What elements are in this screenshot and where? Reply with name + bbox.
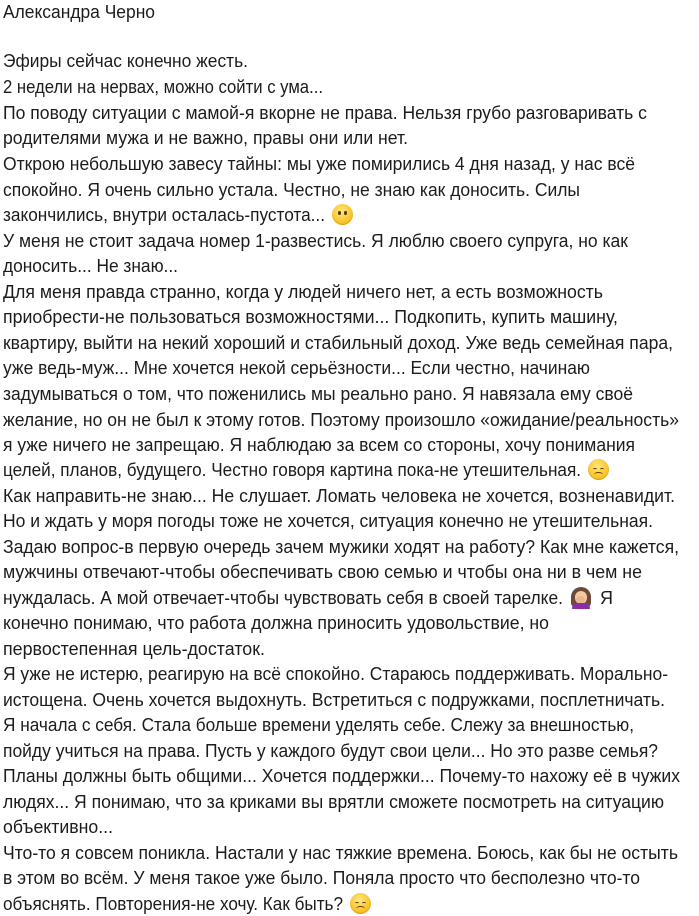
post-line (3, 331, 690, 355)
post-line (3, 560, 650, 584)
post-line-text: спокойно. Я очень сильно устала. Честно, не знаю как доносить. Силы (3, 180, 580, 200)
post-line-text: Для меня правда странно, когда у людей ничего нет, а есть возможность (3, 282, 604, 302)
post-line-text-after-emoji: Я (600, 588, 613, 608)
disappointed-face-emoji (350, 893, 371, 914)
post-line (3, 866, 657, 890)
disappointed-face-emoji (588, 459, 609, 480)
post-line (3, 713, 663, 737)
post-line-text: родителями мужа и не важно, правы они или нет. (3, 128, 409, 148)
post-line (3, 586, 613, 610)
post-line-text: уже ведь-муж... Мне хочется некой серьёзности... Если честно, начинаю (3, 358, 591, 378)
post-line-text: людях... Я понимаю, что за криками вы врятли сможете посмотреть на ситуацию (3, 792, 664, 812)
woman-facepalming-emoji (570, 587, 592, 609)
post-line (3, 637, 267, 661)
post-line-text: По поводу ситуации с мамой-я вкорне не права. Нельзя грубо разговаривать с (3, 103, 647, 123)
post-line-text: объяснять. Повторения-не хочу. Как быть? (3, 894, 344, 914)
post-line (3, 815, 115, 839)
post-line (3, 178, 597, 202)
post-line-text: конечно понимаю, что работа должна приносить удовольствие, но (3, 613, 549, 633)
post-line-text: задумываться о том, что поженились мы реально рано. Я навязала ему своё (3, 384, 633, 404)
post-line-text: объективно... (3, 817, 113, 837)
post-line (3, 101, 663, 125)
post-line (3, 458, 610, 482)
post-line (3, 152, 653, 176)
post-line-text: нуждалась. А мой отвечает-чтобы чувствовать себя в своей тарелке. (3, 588, 564, 608)
post-line-text: У меня не стоит задача номер 1-развестись. Я люблю своего супруга, но как (3, 231, 628, 251)
post-line-text: Что-то я совсем поникла. Настали у нас тяжкие времена. Боюсь, как бы не остыть (3, 843, 678, 863)
post-line-text: Я уже не истерю, реагирую на всё спокойно. Стараюсь поддерживать. Морально- (3, 664, 669, 684)
post-line-text: первостепенная цель-достаток. (3, 639, 266, 659)
post-line (3, 662, 690, 686)
post-line (3, 126, 417, 150)
post-line (3, 229, 645, 253)
post-line-text: Эфиры сейчас конечно жесть. (3, 51, 249, 71)
post-line-text: приобрести-не пользоваться возможностями... Подкопить, купить машину, (3, 307, 618, 327)
post-line (3, 254, 185, 278)
post-line (3, 433, 653, 457)
post-author (3, 0, 160, 24)
post-line-text: мужчины отвечают-чтобы обеспечивать свою семью и чтобы она ни в чем не (3, 562, 642, 582)
post-line-text: Я начала с себя. Стала больше времени уделять себе. Слежу за внешностью, (3, 715, 635, 735)
post-line-text: закончились, внутри осталась-пустота... (3, 205, 326, 225)
post-line-text: Как направить-не знаю... Не слушает. Ломать человека не хочется, возненавидит. (3, 486, 675, 506)
post-line (3, 280, 613, 304)
post-line (3, 484, 689, 508)
post-line-text: пойду учиться на права. Пусть у каждого будут свои цели... Но это разве семья? (3, 741, 659, 761)
post-line (3, 535, 694, 559)
post-line (3, 408, 697, 432)
post-line (3, 688, 682, 712)
post-line-text: желание, но он не был к этому готов. Поэтому произошло «ожидание/реальность» (3, 410, 680, 430)
post-line-text: квартиру, выйти на некий хороший и стабильный доход. Уже ведь семейная пара, (3, 333, 674, 353)
post-line-text: целей, планов, будущего. Честно говоря картина пока-не утешительная. (3, 460, 582, 480)
post-line-text: я уже ничего не запрещаю. Я наблюдаю за всем со стороны, хочу понимания (3, 435, 636, 455)
post-line (3, 790, 681, 814)
post-line (3, 75, 348, 99)
post-line (3, 892, 360, 916)
post-line (3, 382, 651, 406)
post-line-text: в этом во всём. У меня такое уже было. Поняла просто что бесполезно что-то (3, 868, 640, 888)
post-line (3, 739, 678, 763)
post-line-text: Но и ждать у моря погоды тоже не хочется, ситуация конечно не утешительная. (3, 511, 653, 531)
post-line (3, 305, 627, 329)
post-line (3, 611, 560, 635)
post-line-text: Планы должны быть общими... Хочется поддержки... Почему-то нахожу её в чужих (3, 766, 681, 786)
post-line-text: истощена. Очень хочется выдохнуть. Встретиться с подружками, посплетничать. (3, 690, 665, 710)
post-line (3, 764, 697, 788)
post-line-text: доносить... Не знаю... (3, 256, 179, 276)
post-line (3, 203, 340, 227)
post-line (3, 509, 671, 533)
face-without-mouth-emoji (332, 204, 353, 225)
post-line-text: Задаю вопрос-в первую очередь зачем мужики ходят на работу? Как мне кажется, (3, 537, 679, 557)
post-line (3, 356, 609, 380)
post-line-text: Открою небольшую завесу тайны: мы уже помирились 4 дня назад, у нас всё (3, 154, 635, 174)
post-line (3, 49, 257, 73)
post-line (3, 841, 695, 865)
author-name: Александра Черно (3, 2, 156, 22)
post-line-text: 2 недели на нервах, можно сойти с ума... (3, 77, 323, 97)
